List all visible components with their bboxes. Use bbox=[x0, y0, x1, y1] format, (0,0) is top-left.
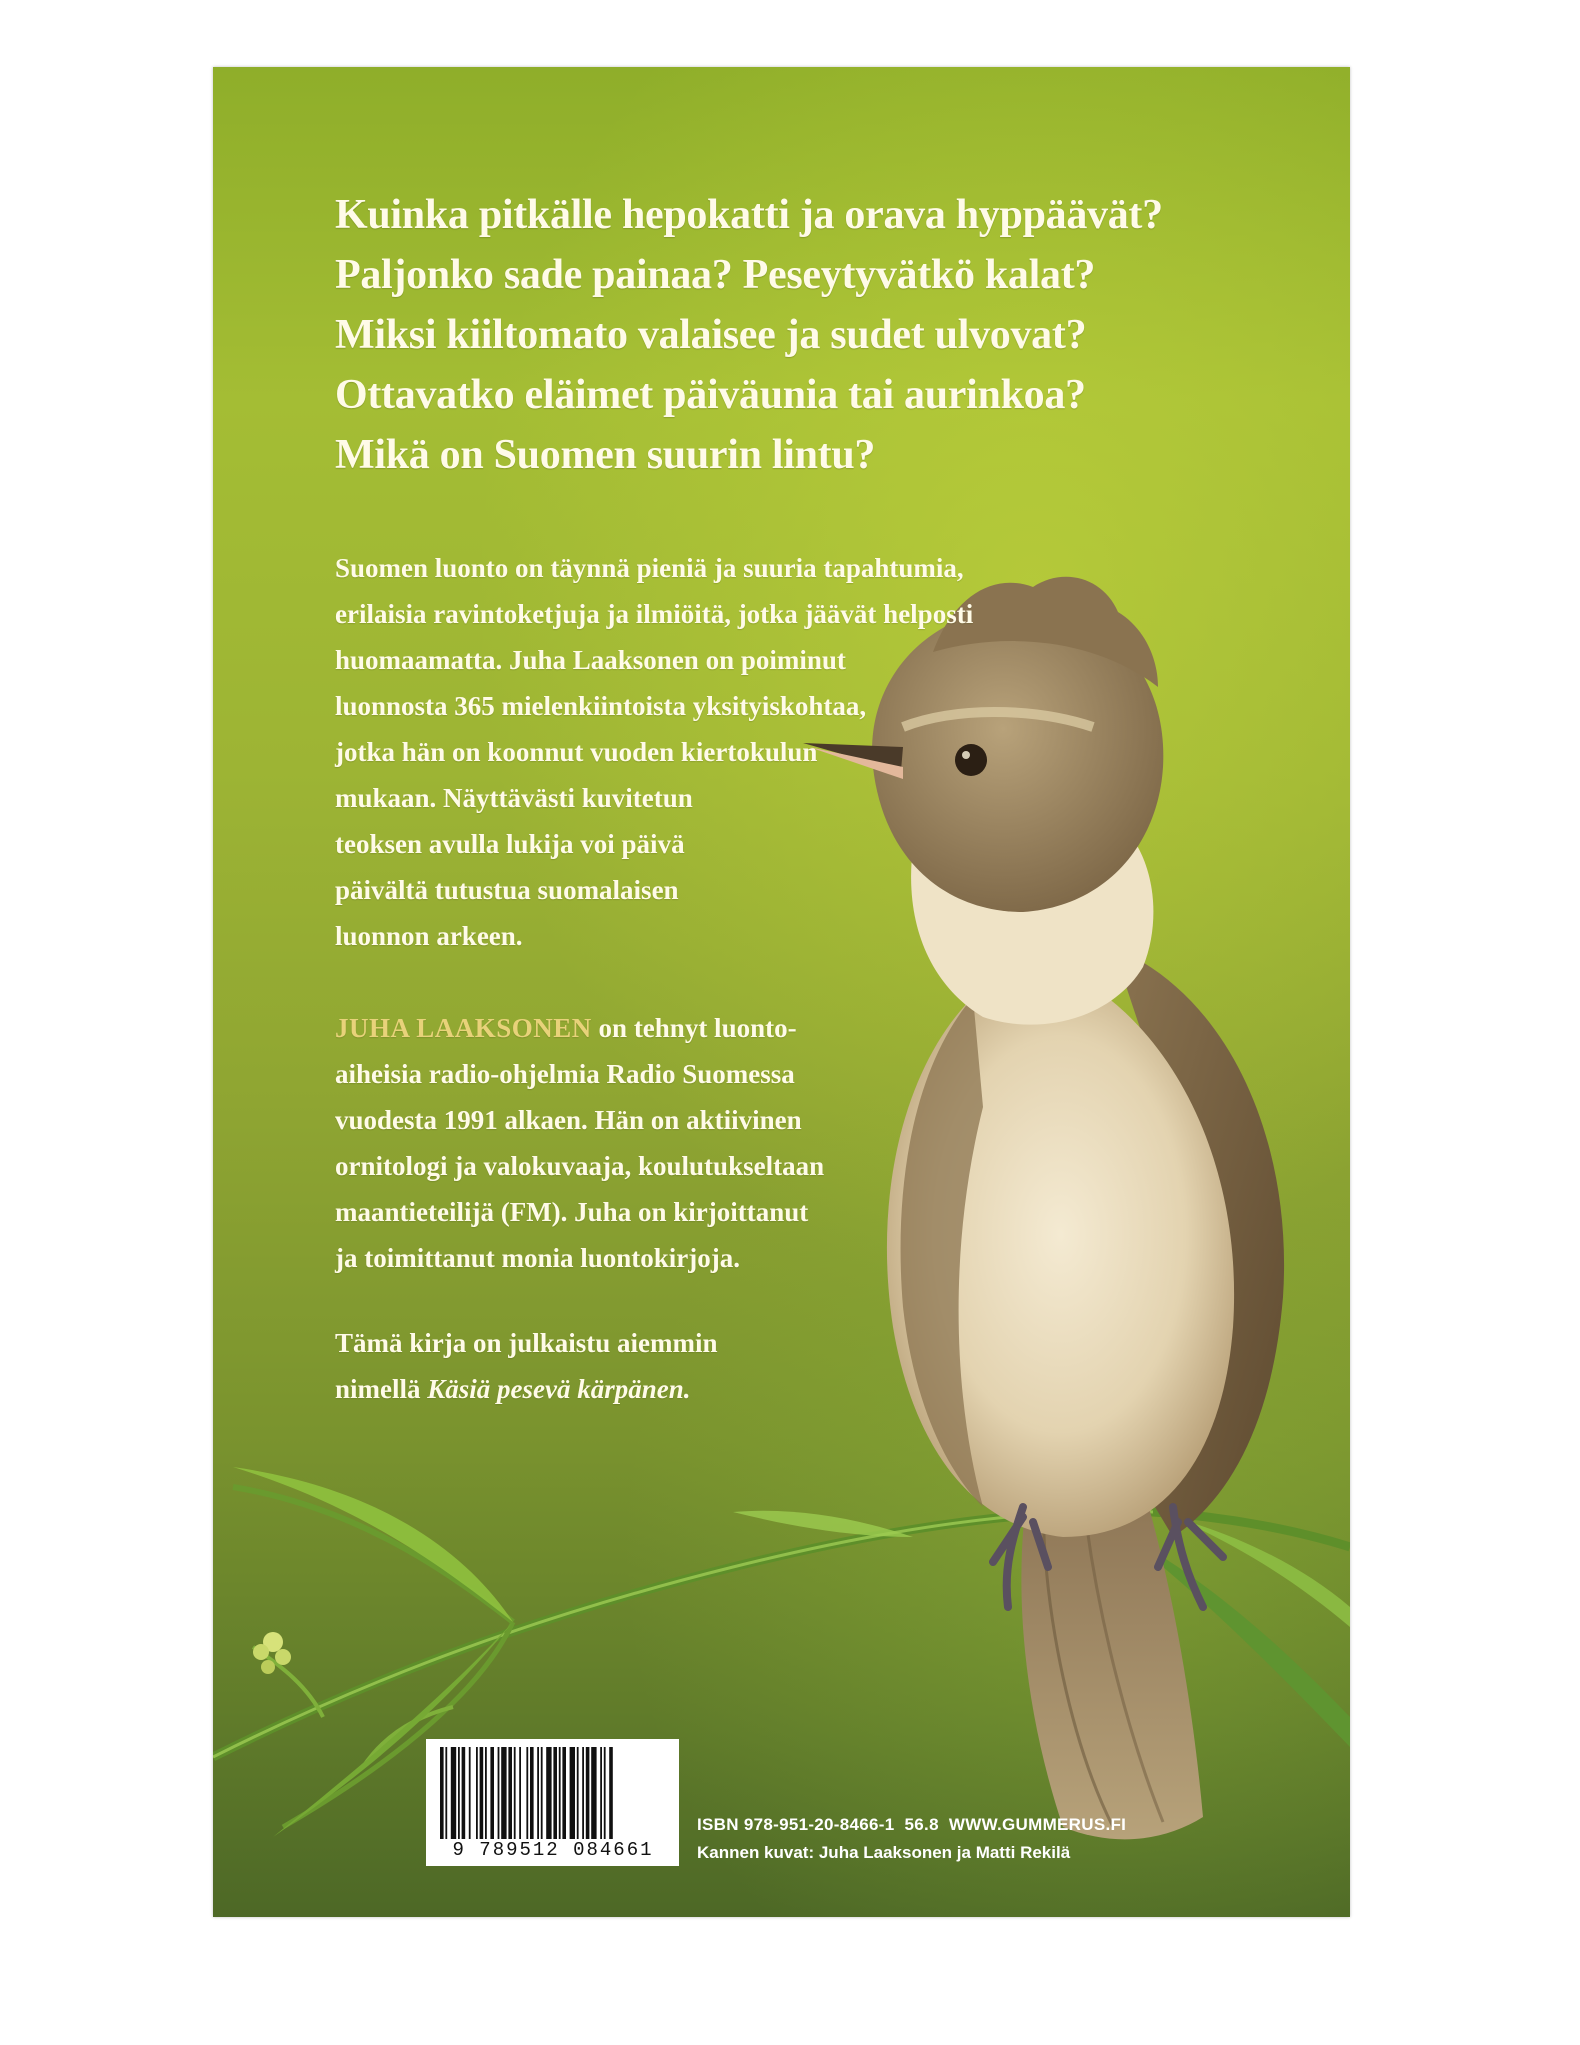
publisher-website: WWW.GUMMERUS.FI bbox=[948, 1815, 1127, 1834]
book-description bbox=[335, 545, 1035, 959]
author-bio-line: ornitologi ja valokuvaaja, koulutukseltaan bbox=[335, 1151, 825, 1181]
question-line: Kuinka pitkälle hepokatti ja orava hyppäävät? bbox=[335, 192, 1163, 238]
author-bio-line: aiheisia radio-ohjelmia Radio Suomessa bbox=[335, 1059, 795, 1089]
note-line: Tämä kirja on julkaistu aiemmin bbox=[335, 1328, 718, 1358]
question-list bbox=[335, 185, 1235, 485]
author-bio-line: ja toimittanut monia luontokirjoja. bbox=[335, 1243, 740, 1273]
author-bio-line: vuodesta 1991 alkaen. Hän on aktiivinen bbox=[335, 1105, 802, 1135]
book-back-cover bbox=[213, 67, 1350, 1917]
isbn-line bbox=[697, 1815, 1126, 1835]
library-class: 56.8 bbox=[904, 1815, 939, 1834]
author-bio bbox=[335, 1005, 1035, 1281]
author-bio-line: maantieteilijä (FM). Juha on kirjoittanut bbox=[335, 1197, 809, 1227]
question-line: Ottavatko eläimet päiväunia tai aurinkoa? bbox=[335, 372, 1086, 418]
description-line: Suomen luonto on täynnä pieniä ja suuria tapahtumia, bbox=[335, 553, 964, 583]
question-line: Miksi kiiltomato valaisee ja sudet ulvovat? bbox=[335, 312, 1087, 358]
description-line: mukaan. Näyttävästi kuvitetun bbox=[335, 783, 693, 813]
question-line: Mikä on Suomen suurin lintu? bbox=[335, 432, 876, 478]
previous-title: Käsiä pesevä kärpänen. bbox=[427, 1374, 691, 1404]
author-bio-first-line bbox=[335, 1005, 1035, 1051]
note-prefix: nimellä bbox=[335, 1374, 428, 1404]
description-line: erilaisia ravintoketjuja ja ilmiöitä, jotka jäävät helposti bbox=[335, 599, 974, 629]
description-line: huomaamatta. Juha Laaksonen on poiminut bbox=[335, 645, 846, 675]
flower-bud bbox=[253, 1632, 291, 1674]
barcode-digits: 9 789512 084661 bbox=[452, 1839, 654, 1861]
description-line: teoksen avulla lukija voi päivä bbox=[335, 829, 685, 859]
description-line: luonnosta 365 mielenkiintoista yksityiskohtaa, bbox=[335, 691, 867, 721]
isbn-number: ISBN 978-951-20-8466-1 bbox=[697, 1815, 895, 1834]
isbn-barcode bbox=[426, 1739, 679, 1866]
description-line: päivältä tutustua suomalaisen bbox=[335, 875, 679, 905]
description-line: luonnon arkeen. bbox=[335, 921, 523, 951]
author-name: JUHA LAAKSONEN bbox=[335, 1013, 592, 1043]
publication-note bbox=[335, 1320, 1035, 1412]
question-line: Paljonko sade painaa? Peseytyvätkö kalat? bbox=[335, 252, 1096, 298]
author-bio-text: on tehnyt luonto- bbox=[591, 1013, 797, 1043]
photo-credits: Kannen kuvat: Juha Laaksonen ja Matti Rekilä bbox=[697, 1843, 1071, 1862]
barcode-bars bbox=[440, 1747, 668, 1839]
note-line bbox=[335, 1366, 1035, 1412]
description-line: jotka hän on koonnut vuoden kiertokulun bbox=[335, 737, 818, 767]
